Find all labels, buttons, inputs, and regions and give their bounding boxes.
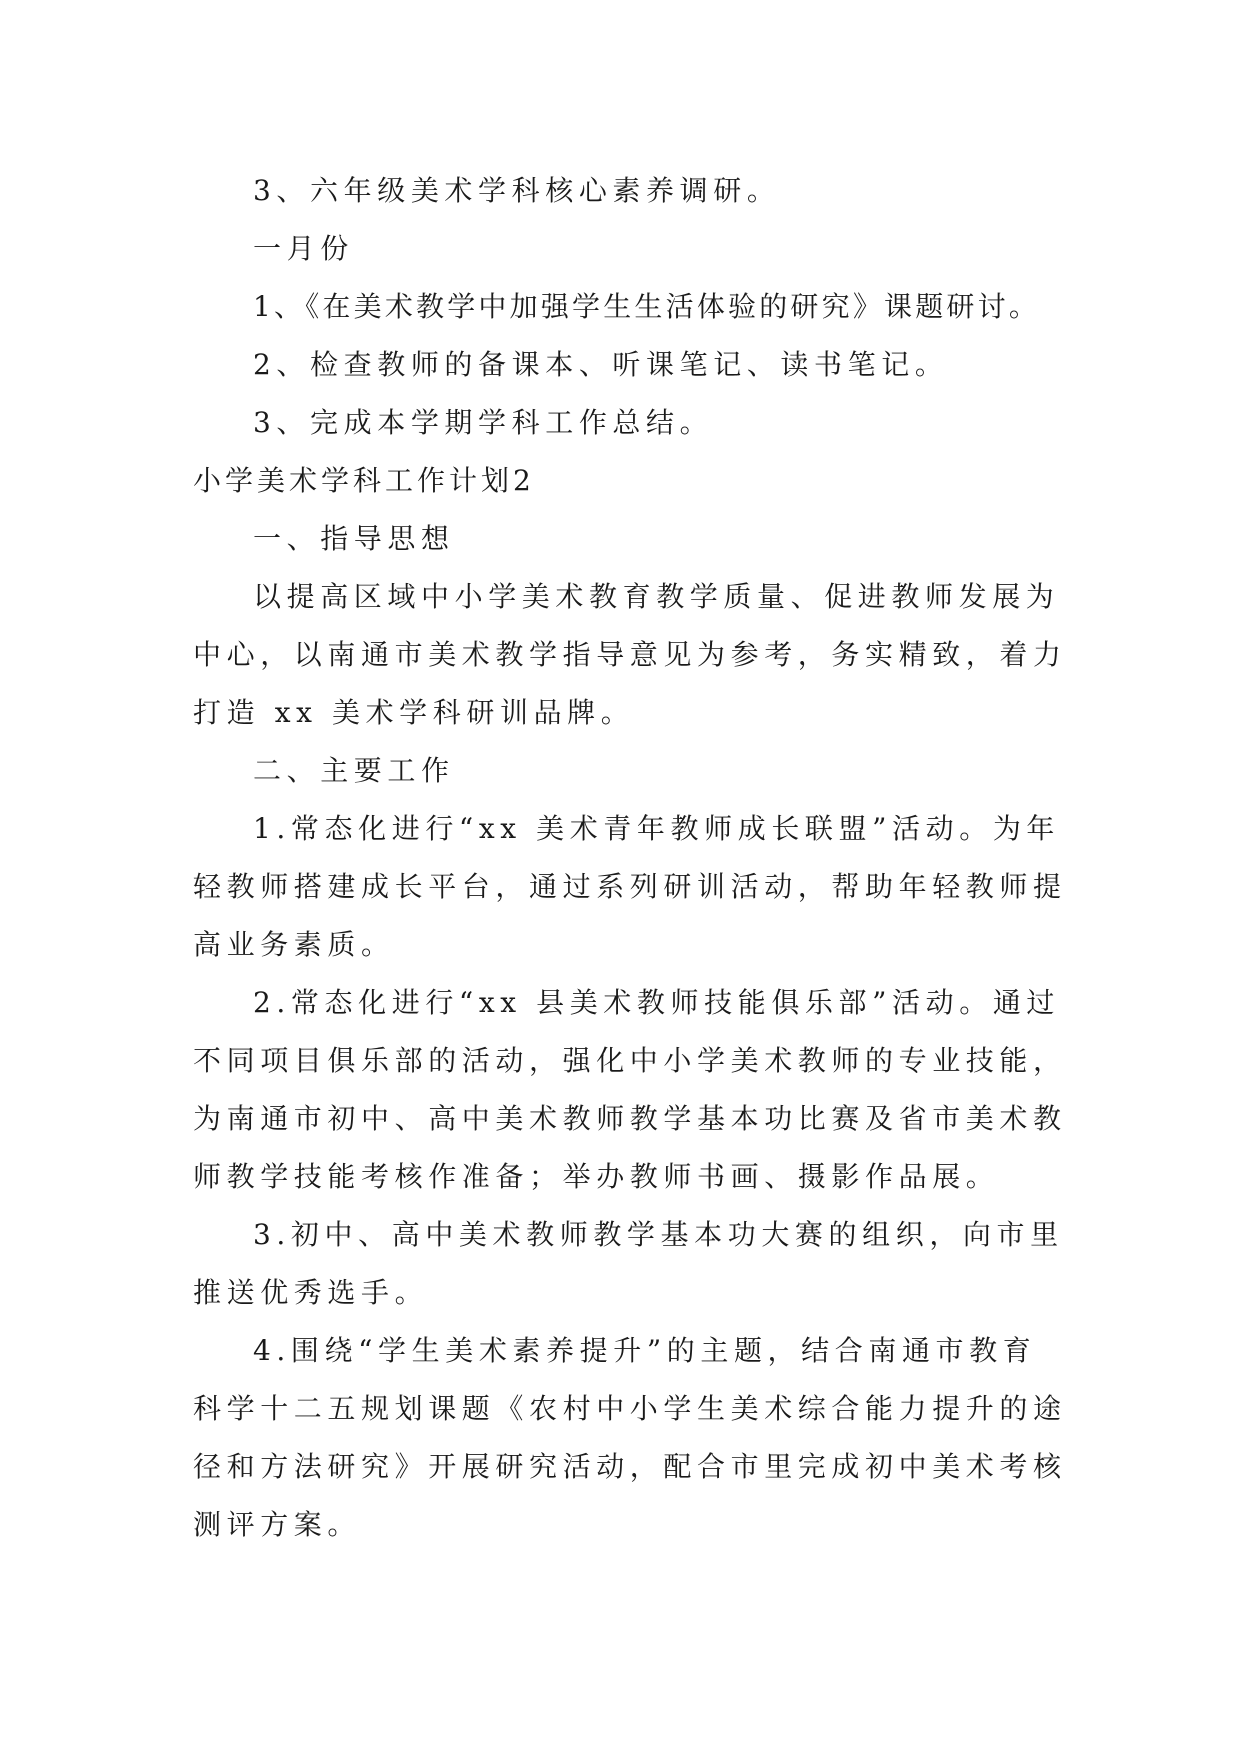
text-line: 为南通市初中、高中美术教师教学基本功比赛及省市美术教 (193, 1102, 1067, 1135)
text-line: 1.常态化进行“xx 美术青年教师成长联盟”活动。为年 (253, 812, 1061, 845)
text-line: 测评方案。 (193, 1508, 362, 1541)
section-heading: 二、主要工作 (253, 754, 455, 787)
document-body (193, 162, 1073, 1554)
text-line: 科学十二五规划课题《农村中小学生美术综合能力提升的途 (193, 1392, 1067, 1425)
text-line: 打造 xx 美术学科研训品牌。 (193, 696, 635, 729)
text-line: 径和方法研究》开展研究活动，配合市里完成初中美术考核 (193, 1450, 1067, 1483)
text-line: 1、《在美术教学中加强学生生活体验的研究》课题研讨。 (253, 290, 1041, 323)
text-line: 推送优秀选手。 (193, 1276, 429, 1309)
text-line: 3、完成本学期学科工作总结。 (253, 406, 714, 439)
section-heading: 一、指导思想 (253, 522, 455, 555)
text-line: 高业务素质。 (193, 928, 395, 961)
text-line: 中心，以南通市美术教学指导意见为参考，务实精致，着力 (193, 638, 1067, 671)
text-line: 轻教师搭建成长平台，通过系列研训活动，帮助年轻教师提 (193, 870, 1067, 903)
section-heading: 一月份 (253, 232, 354, 265)
text-line: 3.初中、高中美术教师教学基本功大赛的组织，向市里 (253, 1218, 1064, 1251)
text-line: 不同项目俱乐部的活动，强化中小学美术教师的专业技能， (193, 1044, 1067, 1077)
text-line: 4.围绕“学生美术素养提升”的主题，结合南通市教育 (253, 1334, 1037, 1367)
document-title: 小学美术学科工作计划2 (193, 464, 535, 497)
text-line: 2、检查教师的备课本、听课笔记、读书笔记。 (253, 348, 949, 381)
text-line: 师教学技能考核作准备；举办教师书画、摄影作品展。 (193, 1160, 1000, 1193)
text-line: 以提高区域中小学美术教育教学质量、促进教师发展为 (253, 580, 1060, 613)
text-line: 2.常态化进行“xx 县美术教师技能俱乐部”活动。通过 (253, 986, 1061, 1019)
text-line: 3、六年级美术学科核心素养调研。 (253, 174, 781, 207)
